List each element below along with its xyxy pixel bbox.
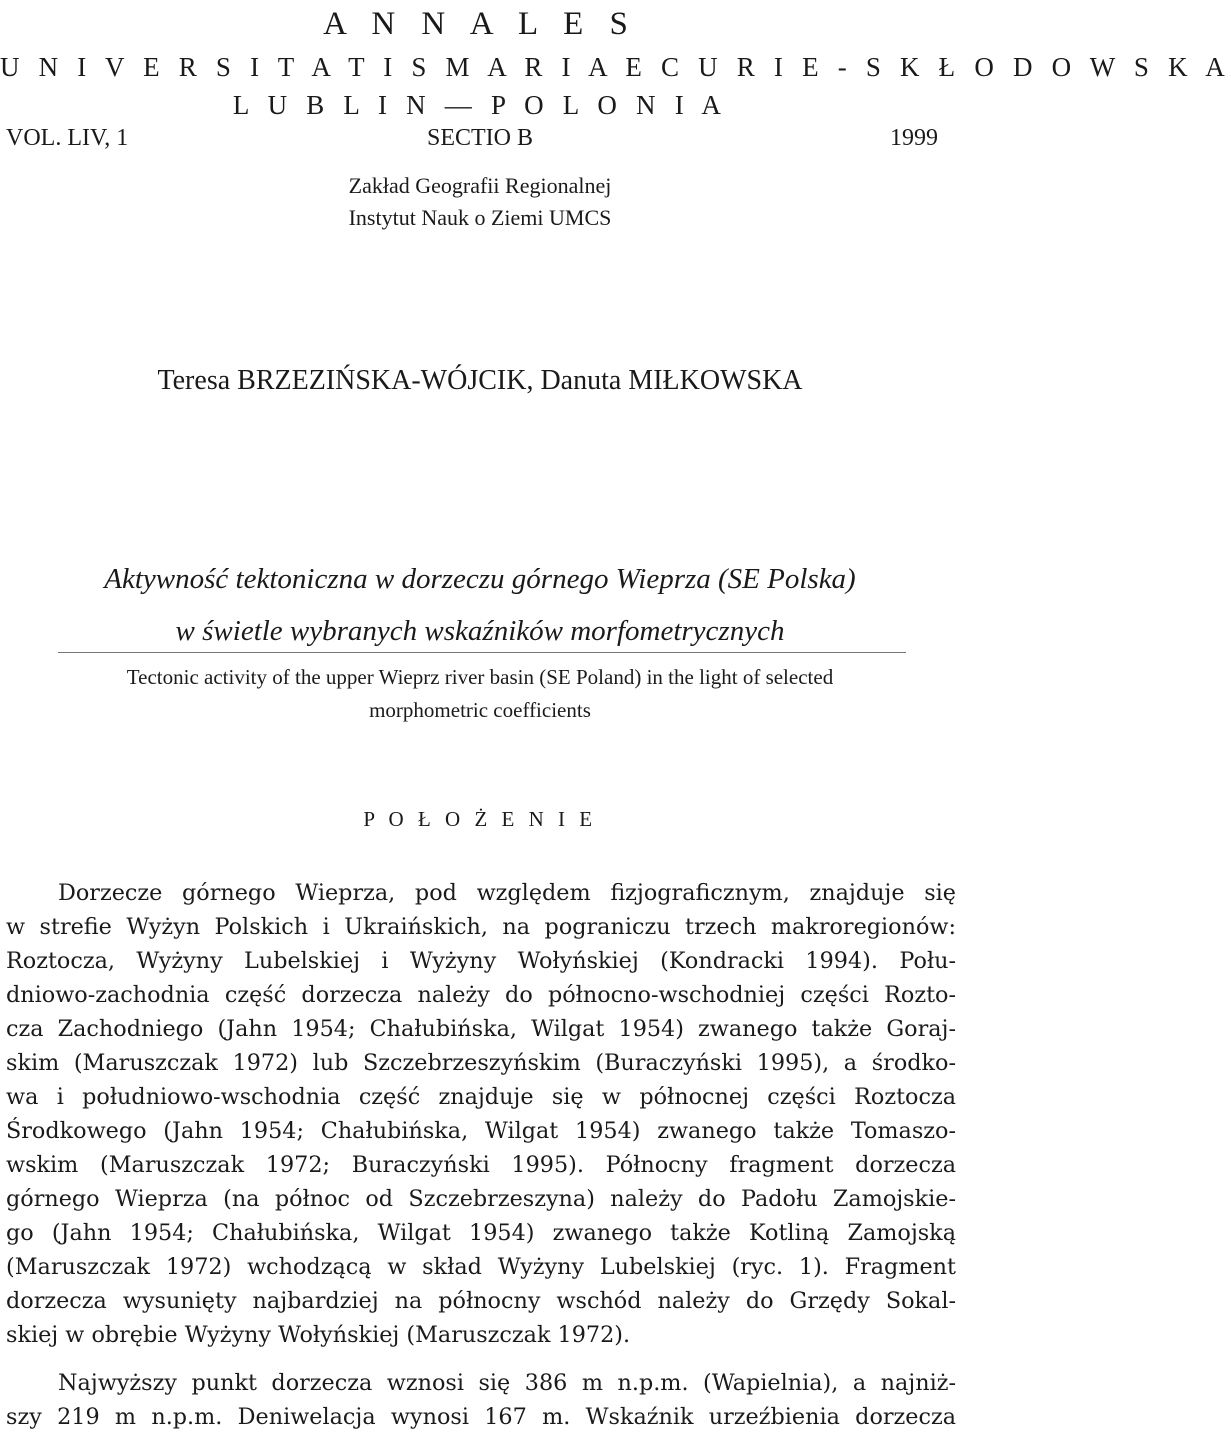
- paragraph-line: wskim (Maruszczak 1972; Buraczyński 1995). Północny fragment dorzecza: [6, 1152, 956, 1178]
- paragraph-line: górnego Wieprza (na północ od Szczebrzeszyna) należy do Padołu Zamojskie-: [6, 1186, 956, 1212]
- title-english-line-2: morphometric coefficients: [369, 698, 591, 722]
- paragraph-line: wa i południowo-wschodnia część znajduje się w północnej części Roztocza: [6, 1084, 956, 1110]
- title-divider: [58, 652, 906, 653]
- authors: Teresa BRZEZIŃSKA-WÓJCIK, Danuta MIŁKOWSKA: [157, 365, 803, 396]
- volume-number: VOL. LIV, 1: [6, 125, 129, 151]
- title-english-line-1: Tectonic activity of the upper Wieprz river basin (SE Poland) in the light of selected: [126, 665, 834, 689]
- paragraph-line: szy 219 m n.p.m. Deniwelacja wynosi 167 m. Wskaźnik urzeźbienia dorzecza: [6, 1404, 956, 1430]
- city-country: L U B L I N — P O L O N I A: [232, 90, 728, 120]
- institute-affiliation: Instytut Nauk o Ziemi UMCS: [348, 205, 612, 230]
- title-polish-line-1: Aktywność tektoniczna w dorzeczu górnego Wieprza (SE Polska): [104, 563, 856, 595]
- section-heading: P O Ł O Ż E N I E: [363, 807, 597, 831]
- paragraph-line: Dorzecze górnego Wieprza, pod względem fizjograficznym, znajduje się: [58, 880, 956, 906]
- journal-title: A N N A L E S: [323, 6, 637, 42]
- university-name: U N I V E R S I T A T I S M A R I A E C U R I E - S K Ł O D O W S K A: [0, 52, 1231, 82]
- publication-year: 1999: [890, 125, 938, 151]
- department-affiliation: Zakład Geografii Regionalnej: [348, 173, 612, 198]
- paragraph-line: (Maruszczak 1972) wchodzącą w skład Wyżyny Lubelskiej (ryc. 1). Fragment: [6, 1254, 956, 1280]
- title-polish-line-2: w świetle wybranych wskaźników morfometrycznych: [175, 615, 785, 647]
- paragraph-line: Najwyższy punkt dorzecza wznosi się 386 m n.p.m. (Wapielnia), a najniż-: [58, 1370, 956, 1396]
- body-paragraph-1: [6, 876, 956, 1352]
- paragraph-line: go (Jahn 1954; Chałubińska, Wilgat 1954) zwanego także Kotliną Zamojską: [6, 1220, 956, 1246]
- paragraph-line: Roztocza, Wyżyny Lubelskiej i Wyżyny Wołyńskiej (Kondracki 1994). Połu-: [6, 948, 956, 974]
- paragraph-line: w strefie Wyżyn Polskich i Ukraińskich, na pograniczu trzech makroregionów:: [6, 914, 956, 940]
- paragraph-line: dorzecza wysunięty najbardziej na północny wschód należy do Grzędy Sokal-: [6, 1288, 956, 1314]
- paragraph-line: Środkowego (Jahn 1954; Chałubińska, Wilgat 1954) zwanego także Tomaszo-: [6, 1118, 956, 1144]
- paragraph-line: skim (Maruszczak 1972) lub Szczebrzeszyńskim (Buraczyński 1995), a środko-: [6, 1050, 956, 1076]
- paragraph-line: cza Zachodniego (Jahn 1954; Chałubińska, Wilgat 1954) zwanego także Goraj-: [6, 1016, 956, 1042]
- paragraph-line: skiej w obrębie Wyżyny Wołyńskiej (Maruszczak 1972).: [6, 1322, 631, 1348]
- paragraph-line: dniowo-zachodnia część dorzecza należy do północno-wschodniej części Rozto-: [6, 982, 956, 1008]
- section-label: SECTIO B: [426, 125, 533, 151]
- body-paragraph-2: [6, 1366, 956, 1434]
